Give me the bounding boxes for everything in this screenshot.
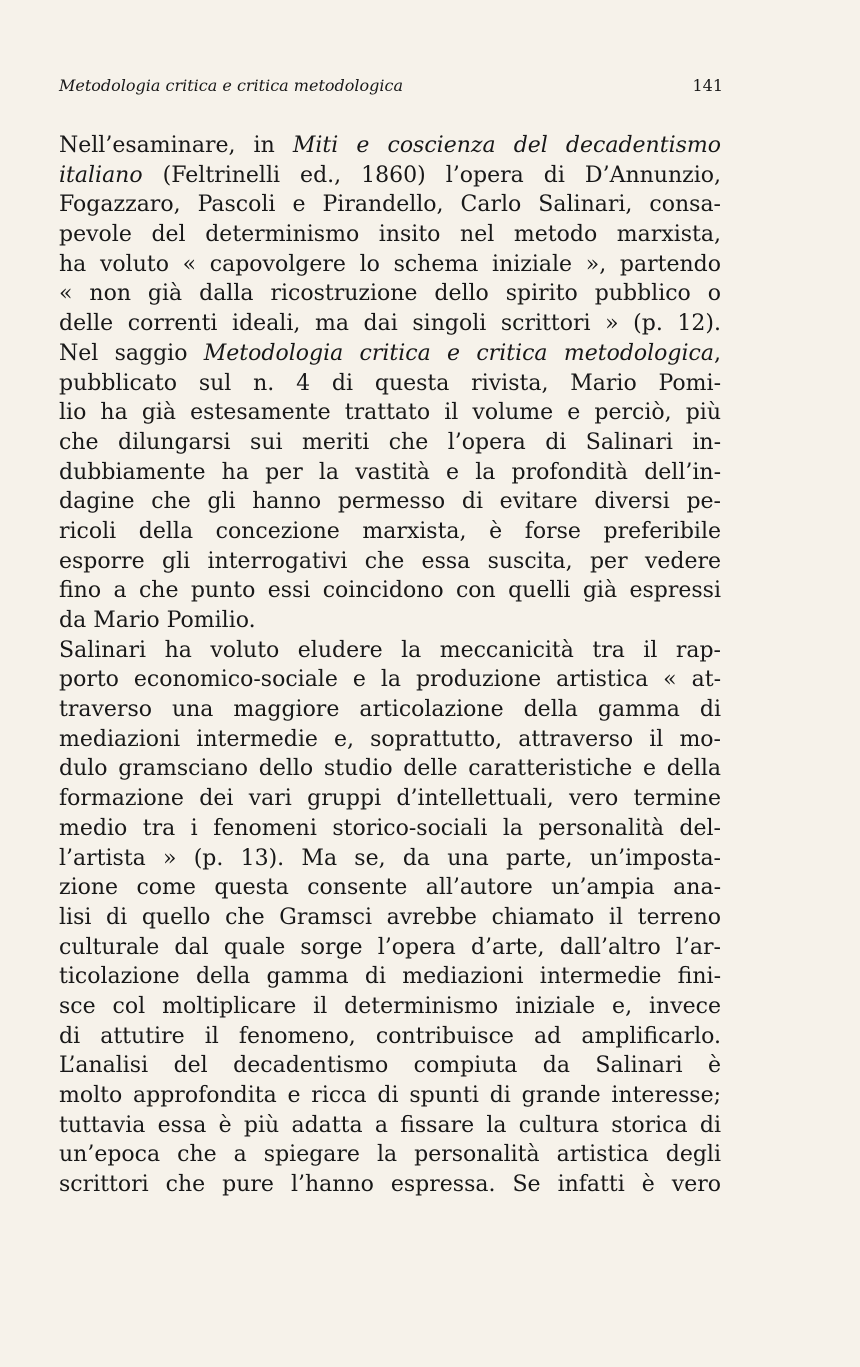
text-line: italiano (Feltrinelli ed., 1860) l’opera di D’Annunzio,: [59, 162, 721, 188]
text-line: porto economico-sociale e la produzione artistica « at-: [59, 667, 721, 693]
text-line: mediazioni intermedie e, soprattutto, attraverso il mo-: [59, 726, 721, 752]
text-line: L’analisi del decadentismo compiuta da Salinari è: [59, 1053, 721, 1079]
text-line: un’epoca che a spiegare la personalità artistica degli: [59, 1142, 721, 1168]
body-text: [59, 131, 721, 1200]
running-title: Metodologia critica e critica metodologica: [59, 76, 403, 95]
text-line: dulo gramsciano dello studio delle caratteristiche e della: [59, 756, 721, 782]
text-line: Nell’esaminare, in Miti e coscienza del decadentismo: [59, 133, 721, 158]
text-line: dagine che gli hanno permesso di evitare diversi pe-: [59, 489, 721, 515]
text-line: ticolazione della gamma di mediazioni intermedie fini-: [59, 964, 721, 990]
text-line: Salinari ha voluto eludere la meccanicità tra il rap-: [59, 637, 721, 663]
text-line: di attutire il fenomeno, contribuisce ad amplificarlo.: [59, 1023, 721, 1049]
text-line: fino a che punto essi coincidono con quelli già espressi: [59, 578, 721, 604]
text-line: pevole del determinismo insito nel metodo marxista,: [59, 222, 721, 248]
text-line: tuttavia essa è più adatta a fissare la cultura storica di: [59, 1112, 721, 1138]
running-head: [59, 74, 723, 98]
text-line: ha voluto « capovolgere lo schema iniziale », partendo: [59, 251, 721, 277]
text-line: « non già dalla ricostruzione dello spirito pubblico o: [59, 281, 721, 307]
text-line: lisi di quello che Gramsci avrebbe chiamato il terreno: [59, 904, 721, 930]
text-line: lio ha già estesamente trattato il volume e perciò, più: [59, 400, 721, 426]
text-line: formazione dei vari gruppi d’intellettuali, vero termine: [59, 786, 721, 812]
text-line: esporre gli interrogativi che essa suscita, per vedere: [59, 548, 721, 574]
text-line: traverso una maggiore articolazione della gamma di: [59, 697, 721, 723]
text-line: culturale dal quale sorge l’opera d’arte, dall’altro l’ar-: [59, 934, 721, 960]
text-line: zione come questa consente all’autore un’ampia ana-: [59, 875, 721, 901]
text-line: Fogazzaro, Pascoli e Pirandello, Carlo Salinari, consa-: [59, 192, 721, 218]
text-line: molto approfondita e ricca di spunti di grande interesse;: [59, 1083, 721, 1108]
text-line: scrittori che pure l’hanno espressa. Se infatti è vero: [59, 1172, 721, 1198]
text-line: dubbiamente ha per la vastità e la profondità dell’in-: [59, 459, 721, 485]
text-line: Nel saggio Metodologia critica e critica metodologica,: [59, 340, 721, 366]
text-line: sce col moltiplicare il determinismo iniziale e, invece: [59, 993, 721, 1019]
text-line: pubblicato sul n. 4 di questa rivista, Mario Pomi-: [59, 370, 721, 396]
text-line: che dilungarsi sui meriti che l’opera di Salinari in-: [59, 429, 721, 455]
text-line: delle correnti ideali, ma dai singoli scrittori » (p. 12).: [59, 311, 721, 337]
page-number: 141: [692, 76, 723, 95]
text-line: medio tra i fenomeni storico-sociali la personalità del-: [59, 815, 721, 841]
paragraph-last-line: da Mario Pomilio.: [59, 608, 256, 633]
text-line: l’artista » (p. 13). Ma se, da una parte, un’imposta-: [59, 845, 721, 871]
text-line: ricoli della concezione marxista, è forse preferibile: [59, 518, 721, 544]
